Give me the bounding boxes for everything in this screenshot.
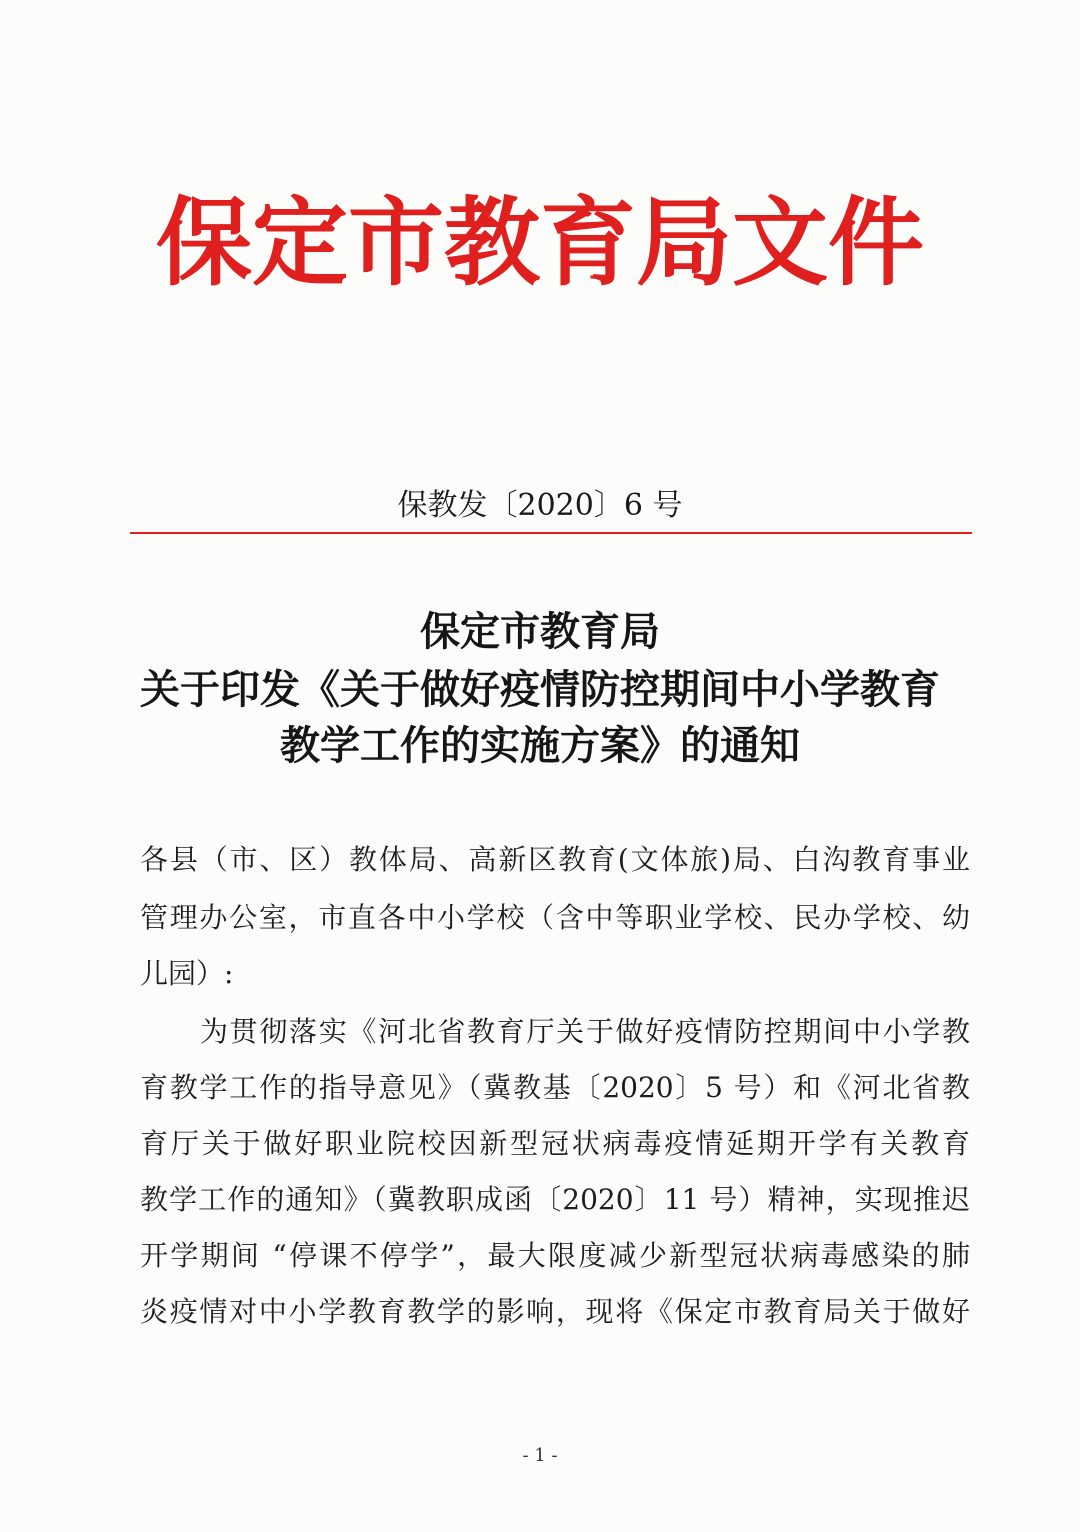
- addressee-line-2: 管理办公室，市直各中小学校（含中等职业学校、民办学校、幼: [140, 901, 970, 934]
- addressee-line-1: 各县（市、区）教体局、高新区教育(文体旅)局、白沟教育事业: [140, 843, 970, 876]
- red-separator-line: [130, 532, 972, 534]
- body-line-3: 育厅关于做好职业院校因新型冠状病毒疫情延期开学有关教育: [140, 1127, 970, 1160]
- body-line-1: 为贯彻落实《河北省教育厅关于做好疫情防控期间中小学教: [200, 1015, 970, 1048]
- addressee-line-3: 儿园）:: [140, 957, 234, 990]
- notice-title-line-3: 教学工作的实施方案》的通知: [280, 722, 800, 769]
- body-line-6: 炎疫情对中小学教育教学的影响，现将《保定市教育局关于做好: [140, 1295, 970, 1328]
- body-line-2: 育教学工作的指导意见》（冀教基〔2020〕5 号）和《河北省教: [140, 1071, 970, 1104]
- body-line-5: 开学期间 “停课不停学”，最大限度减少新型冠状病毒感染的肺: [140, 1239, 970, 1272]
- document-number: 保教发〔2020〕6 号: [397, 488, 683, 523]
- page-number: - 1 -: [522, 1445, 558, 1466]
- masthead-title: 保定市教育局文件: [156, 187, 924, 299]
- body-line-4: 教学工作的通知》（冀教职成函〔2020〕11 号）精神，实现推迟: [140, 1183, 970, 1216]
- notice-title-line-2: 关于印发《关于做好疫情防控期间中小学教育: [140, 666, 940, 713]
- notice-title-line-1: 保定市教育局: [420, 608, 660, 655]
